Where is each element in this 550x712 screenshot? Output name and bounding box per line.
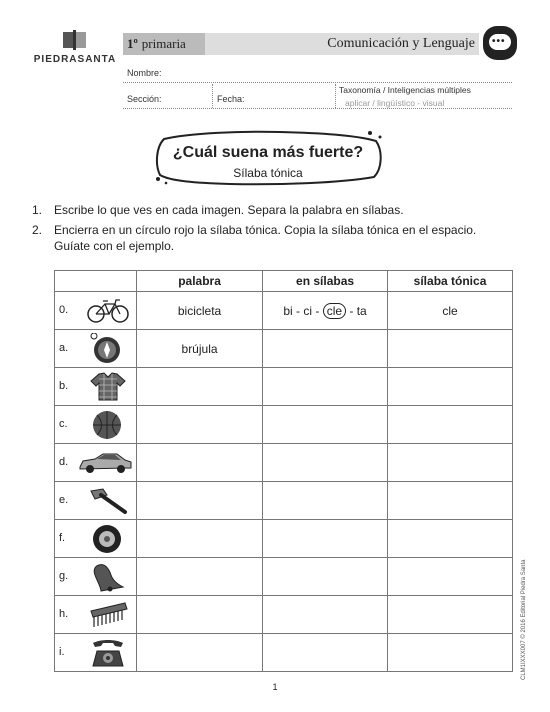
copyright-note: CLM1IXXX007 © 2016 Editorial Piedra Santa [521, 559, 527, 680]
silabas-cell[interactable] [263, 634, 388, 672]
table-row: a. brújula [55, 330, 513, 368]
publisher-logo [30, 30, 120, 65]
comb-icon [85, 599, 131, 630]
silabas-cell[interactable] [263, 520, 388, 558]
bicycle-icon [85, 295, 131, 326]
silabas-cell[interactable] [263, 558, 388, 596]
seccion-label: Sección: [127, 94, 162, 104]
grade-subject-bar [123, 33, 479, 55]
page-number: 1 [272, 682, 278, 692]
car-icon [77, 447, 133, 478]
tonica-cell[interactable] [388, 596, 513, 634]
basketball-icon [85, 409, 131, 440]
instruction-2: 2. Encierra en un círculo rojo la sílaba tónica. Copia la sílaba tónica en el espacio. Guíate con el ejemplo. [32, 223, 477, 253]
tonica-cell[interactable] [388, 558, 513, 596]
header-blank [55, 271, 137, 292]
worksheet-title: ¿Cuál suena más fuerte? [172, 144, 364, 161]
table-row: i. [55, 634, 513, 672]
worksheet-subtitle: Sílaba tónica [233, 166, 303, 180]
taxonomia-value: aplicar / lingüístico - visual [345, 98, 445, 108]
worksheet-table [54, 270, 513, 672]
palabra-cell[interactable] [137, 406, 263, 444]
palabra-cell[interactable] [137, 520, 263, 558]
table-row: f. [55, 520, 513, 558]
silabas-cell[interactable] [263, 596, 388, 634]
table-row: b. [55, 368, 513, 406]
book-icon [61, 30, 89, 50]
palabra-cell[interactable] [137, 482, 263, 520]
header-tonica: sílaba tónica [388, 271, 513, 292]
nombre-field[interactable] [123, 82, 512, 83]
tonica-cell[interactable] [388, 444, 513, 482]
palabra-cell[interactable] [137, 634, 263, 672]
table-row: g. [55, 558, 513, 596]
palabra-cell[interactable]: bicicleta [137, 292, 263, 330]
palabra-cell[interactable] [137, 368, 263, 406]
tonica-cell[interactable] [388, 482, 513, 520]
grade-label: 1º primaria [127, 36, 186, 51]
instruction-1: 1. Escribe lo que ves en cada imagen. Separa la palabra en sílabas. [32, 203, 404, 217]
silabas-cell[interactable] [263, 330, 388, 368]
silabas-cell[interactable]: bi - ci - cle - ta [263, 292, 388, 330]
tonica-cell[interactable] [388, 634, 513, 672]
subject-title: Comunicación y Lenguaje [327, 36, 475, 51]
palabra-cell[interactable]: brújula [137, 330, 263, 368]
tonica-cell[interactable] [388, 406, 513, 444]
table-row: d. [55, 444, 513, 482]
silabas-cell[interactable] [263, 444, 388, 482]
circled-syllable: cle [323, 303, 346, 319]
silabas-cell[interactable] [263, 482, 388, 520]
tonica-cell[interactable] [388, 330, 513, 368]
compass-icon [85, 333, 131, 364]
silabas-cell[interactable] [263, 406, 388, 444]
silabas-cell[interactable] [263, 368, 388, 406]
palabra-cell[interactable] [137, 596, 263, 634]
tonica-cell[interactable] [388, 520, 513, 558]
taxonomia-label: Taxonomía / Inteligencias múltiples [339, 85, 471, 95]
table-row: c. [55, 406, 513, 444]
telephone-icon [85, 637, 131, 668]
palabra-cell[interactable] [137, 558, 263, 596]
tonica-cell[interactable] [388, 368, 513, 406]
tonica-cell[interactable]: cle [388, 292, 513, 330]
header-palabra: palabra [137, 271, 263, 292]
hammer-icon [85, 485, 131, 516]
table-row: h. [55, 596, 513, 634]
nombre-label: Nombre: [127, 68, 162, 78]
fecha-label: Fecha: [217, 94, 245, 104]
chat-bubble-icon: ••• [483, 26, 517, 60]
shirt-icon [85, 371, 131, 402]
bell-icon [85, 561, 131, 592]
table-row: 0. bicicleta bi - ci - cle - ta cle [55, 292, 513, 330]
table-row: e. [55, 482, 513, 520]
tire-icon [85, 523, 131, 554]
palabra-cell[interactable] [137, 444, 263, 482]
header-silabas: en sílabas [263, 271, 388, 292]
title-cloud [150, 127, 386, 187]
publisher-name: PIEDRASANTA [33, 54, 117, 65]
seccion-fecha-field[interactable] [123, 108, 512, 109]
